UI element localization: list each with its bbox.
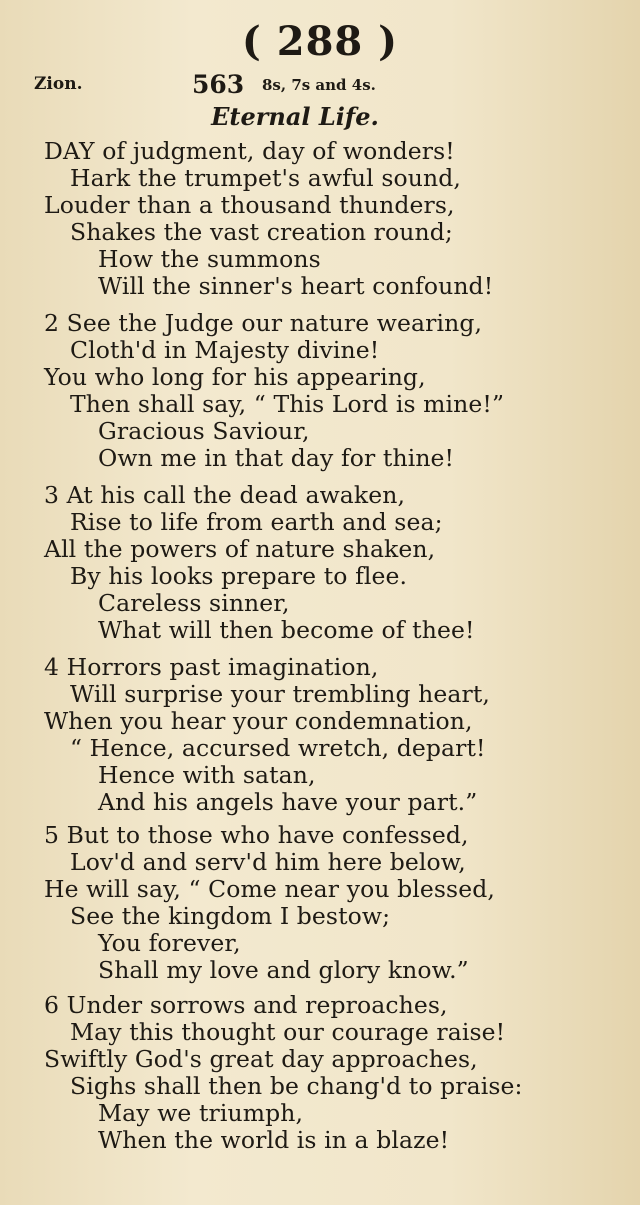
verse-line: How the summons: [98, 245, 321, 273]
verse-line: May this thought our courage raise!: [70, 1018, 506, 1046]
hymn-title: Eternal Life.: [211, 102, 379, 131]
verse-line: See the kingdom I bestow;: [70, 902, 391, 930]
hymn-number: 563: [192, 70, 245, 99]
verse-line: 2 See the Judge our nature wearing,: [44, 309, 483, 337]
verse-line: You who long for his appearing,: [44, 363, 426, 391]
stanza-4: [44, 654, 490, 816]
page-number: ( 288 ): [241, 18, 399, 65]
verse-line: Shakes the vast creation round;: [70, 218, 453, 246]
stanza-5: [44, 822, 495, 984]
verse-line: He will say, “ Come near you blessed,: [44, 875, 495, 903]
verse-line: Rise to life from earth and sea;: [70, 508, 443, 536]
verse-line: You forever,: [98, 929, 241, 957]
stanza-2: [44, 310, 504, 472]
verse-line: Then shall say, “ This Lord is mine!”: [70, 390, 505, 418]
verse-line: 5 But to those who have confessed,: [44, 821, 469, 849]
verse-line: By his looks prepare to flee.: [70, 562, 408, 590]
verse-line: Swiftly God's great day approaches,: [44, 1045, 478, 1073]
meter: 8s, 7s and 4s.: [262, 76, 376, 94]
verse-line: Lov'd and serv'd him here below,: [70, 848, 466, 876]
verse-line: And his angels have your part.”: [98, 788, 478, 816]
verse-line: Will the sinner's heart confound!: [98, 272, 494, 300]
verse-line: 4 Horrors past imagination,: [44, 653, 379, 681]
tune-name: Zion.: [34, 74, 83, 94]
verse-line: 3 At his call the dead awaken,: [44, 481, 406, 509]
verse-line: DAY of judgment, day of wonders!: [44, 137, 455, 165]
verse-line: “ Hence, accursed wretch, depart!: [70, 734, 486, 762]
verse-line: Louder than a thousand thunders,: [44, 191, 455, 219]
verse-line: Own me in that day for thine!: [98, 444, 455, 472]
verse-line: All the powers of nature shaken,: [44, 535, 436, 563]
verse-line: What will then become of thee!: [98, 616, 475, 644]
verse-line: Cloth'd in Majesty divine!: [70, 336, 380, 364]
verse-line: 6 Under sorrows and reproaches,: [44, 991, 448, 1019]
stanza-6: [44, 992, 523, 1154]
verse-line: May we triumph,: [98, 1099, 304, 1127]
verse-line: When you hear your condemnation,: [44, 707, 473, 735]
verse-line: Shall my love and glory know.”: [98, 956, 469, 984]
verse-line: Gracious Saviour,: [98, 417, 310, 445]
verse-line: Hark the trumpet's awful sound,: [70, 164, 461, 192]
verse-line: Hence with satan,: [98, 761, 316, 789]
verse-line: When the world is in a blaze!: [98, 1126, 450, 1154]
stanza-3: [44, 482, 475, 644]
verse-line: Sighs shall then be chang'd to praise:: [70, 1072, 523, 1100]
verse-line: Will surprise your trembling heart,: [70, 680, 490, 708]
stanza-1: [44, 138, 493, 300]
verse-line: Careless sinner,: [98, 589, 290, 617]
